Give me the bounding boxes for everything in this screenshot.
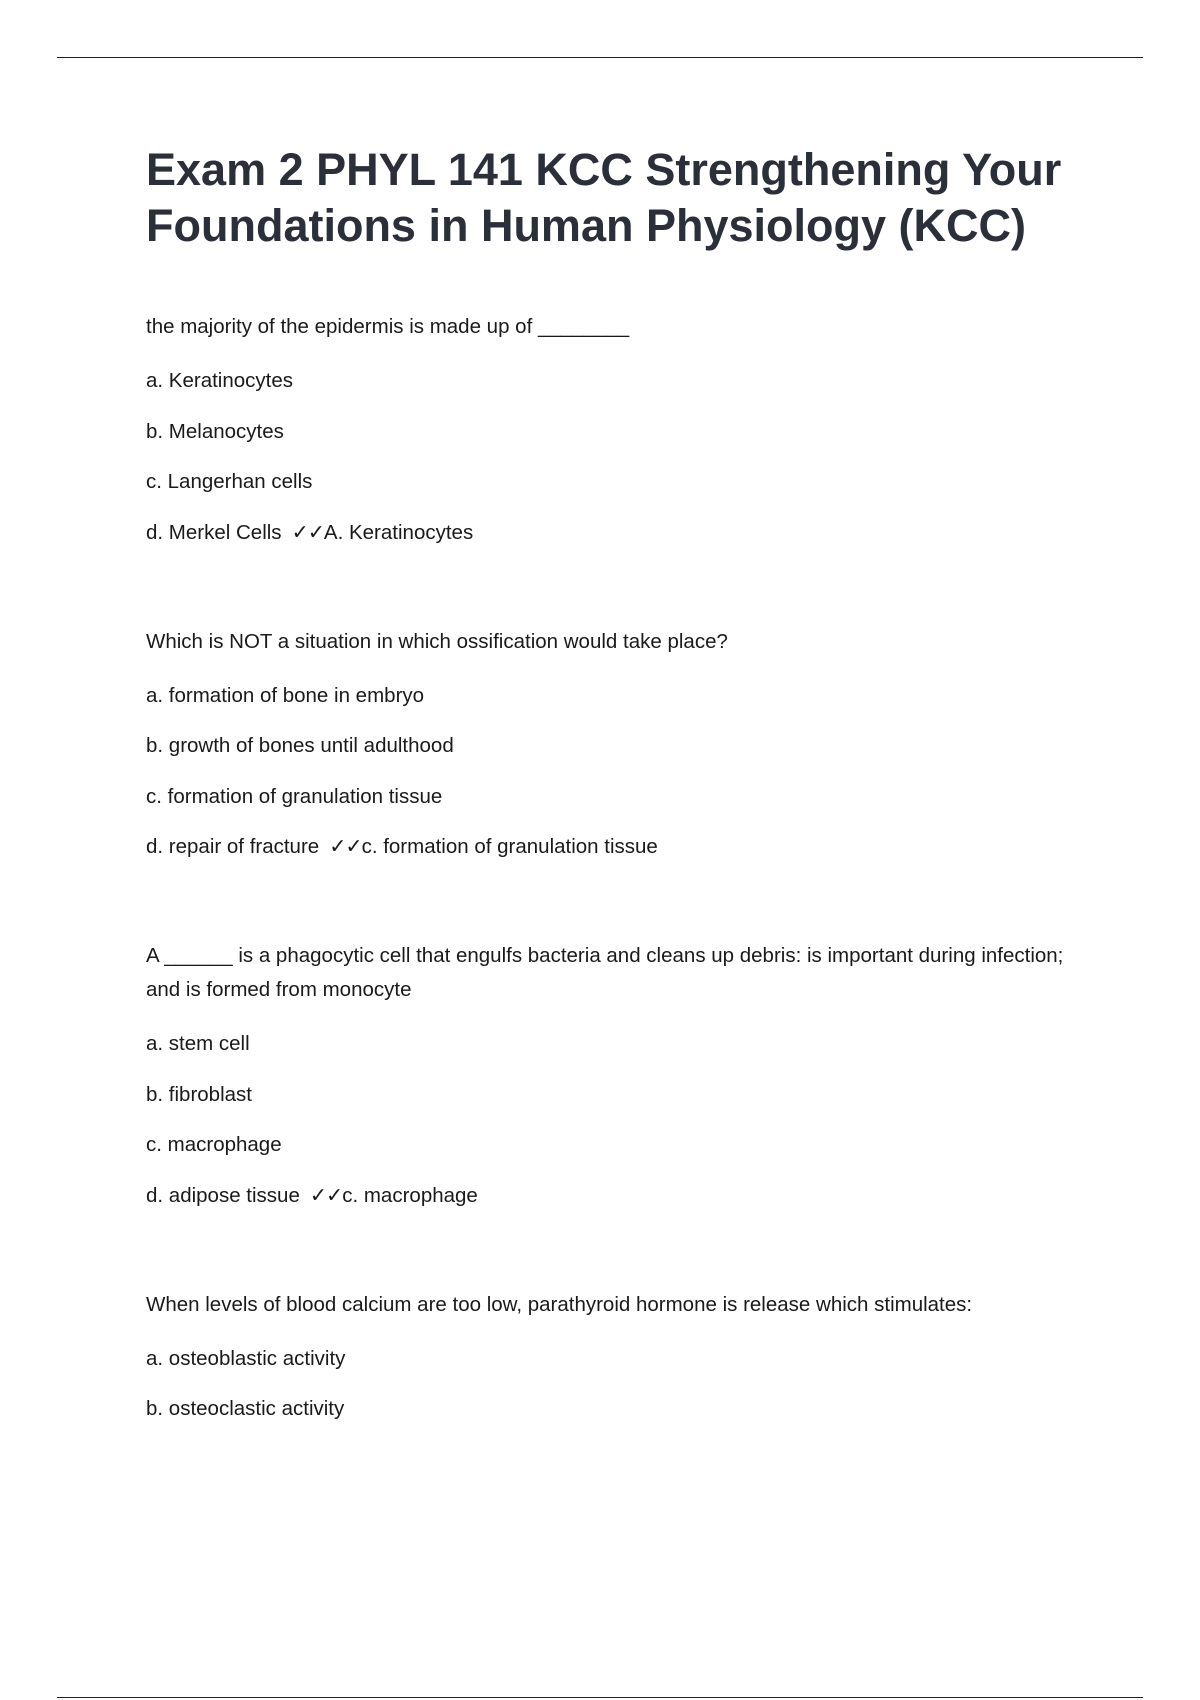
correct-answer: c. macrophage xyxy=(342,1183,478,1207)
answer-option: b. growth of bones until adulthood xyxy=(146,734,454,757)
answer-option: d. adipose tissue xyxy=(146,1183,300,1207)
answer-option: a. Keratinocytes xyxy=(146,369,293,392)
question-3 xyxy=(146,939,1066,1213)
top-divider xyxy=(57,57,1143,58)
answer-option: d. Merkel Cells xyxy=(146,520,282,544)
answer-option: b. Melanocytes xyxy=(146,419,284,443)
answer-option: a. formation of bone in embryo xyxy=(146,683,425,707)
question-2 xyxy=(146,625,1066,865)
answer-option: c. formation of granulation tissue xyxy=(146,784,443,808)
check-mark-icon: ✓✓ xyxy=(309,1183,343,1207)
question-1 xyxy=(146,310,1066,550)
question-text: Which is NOT a situation in which ossification would take place? xyxy=(146,629,728,653)
answer-option-with-key xyxy=(146,830,1066,864)
question-text: When levels of blood calcium are too low, parathyroid hormone is release which stimulates: xyxy=(146,1292,973,1316)
answer-option-with-key xyxy=(146,1179,1066,1213)
correct-answer: c. formation of granulation tissue xyxy=(361,835,658,858)
answer-option: c. macrophage xyxy=(146,1133,282,1156)
document-title: Exam 2 PHYL 141 KCC Strengthening Your Foundations in Human Physiology (KCC) xyxy=(146,144,1062,251)
document-body xyxy=(146,142,1066,1426)
bottom-divider xyxy=(57,1697,1143,1698)
answer-option: a. osteoblastic activity xyxy=(146,1346,346,1370)
check-mark-icon: ✓✓ xyxy=(329,835,362,858)
question-text: A ______ is a phagocytic cell that engulfs bacteria and cleans up debris: is important during infection; and is formed from monocyte xyxy=(146,944,1064,1001)
answer-option: c. Langerhan cells xyxy=(146,470,313,493)
answer-option: d. repair of fracture xyxy=(146,835,320,858)
question-text: the majority of the epidermis is made up of ________ xyxy=(146,315,630,338)
correct-answer: A. Keratinocytes xyxy=(323,520,474,544)
answer-option: b. fibroblast xyxy=(146,1082,252,1106)
answer-option: b. osteoclastic activity xyxy=(146,1397,345,1420)
question-4 xyxy=(146,1288,1066,1427)
answer-option: a. stem cell xyxy=(146,1032,250,1055)
check-mark-icon: ✓✓ xyxy=(291,520,324,544)
answer-option-with-key xyxy=(146,516,1066,550)
